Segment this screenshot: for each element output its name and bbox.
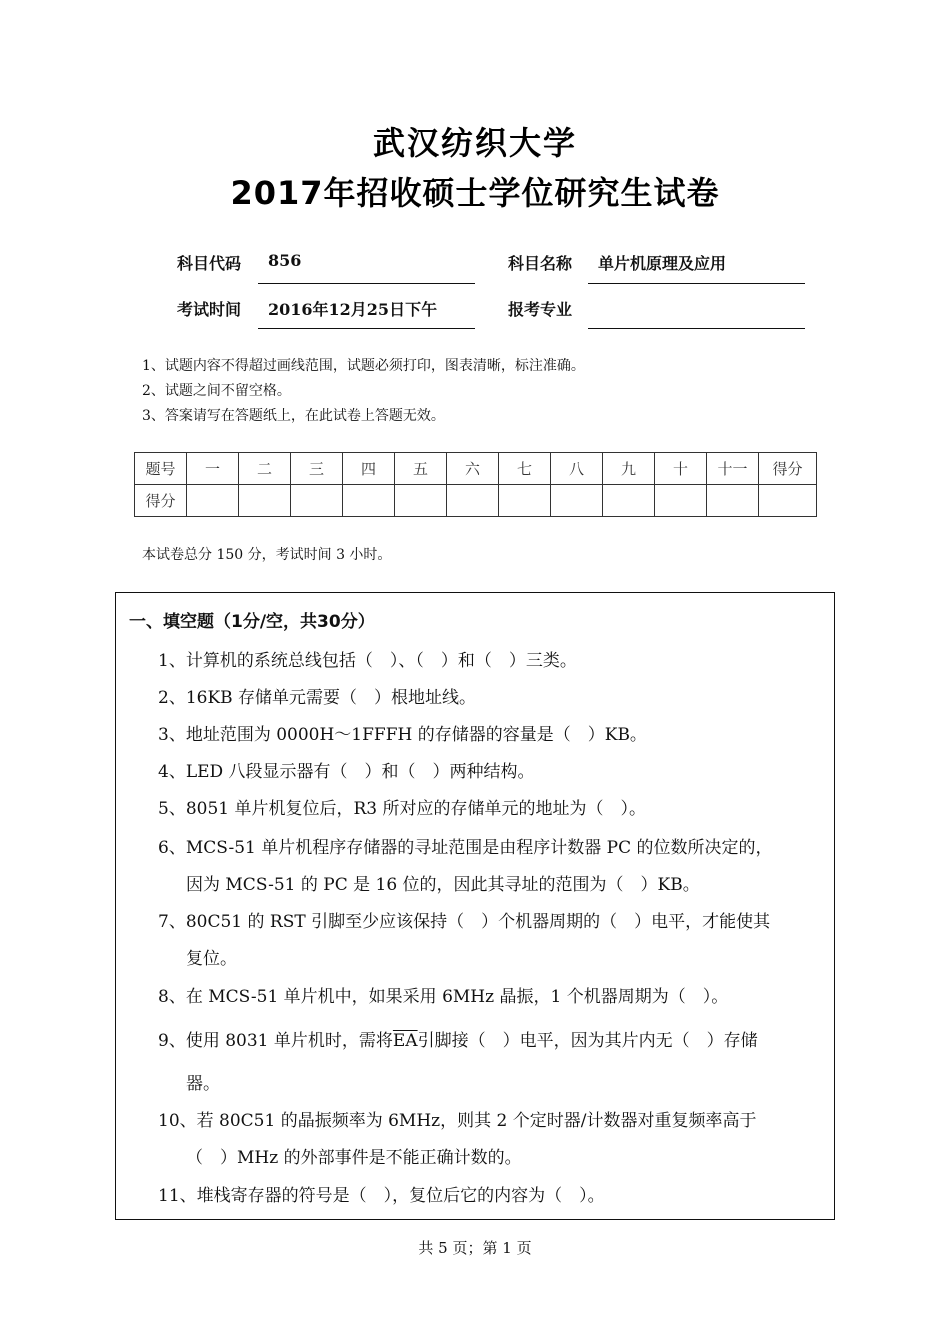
question-9-text-post: 引脚接（ ）电平，因为其片内无（ ）存储 bbox=[417, 1031, 758, 1051]
score-table bbox=[134, 452, 817, 517]
exam-time-label: 考试时间 bbox=[177, 300, 242, 319]
score-cell bbox=[187, 485, 239, 517]
score-cell bbox=[603, 485, 655, 517]
score-table-cell: 九 bbox=[603, 453, 655, 485]
question-6-line2: 因为 MCS-51 的 PC 是 16 位的，因此其寻址的范围为（ ）KB。 bbox=[186, 875, 700, 895]
score-table-cell: 三 bbox=[291, 453, 343, 485]
score-row-label: 得分 bbox=[135, 485, 187, 517]
subject-name-underline bbox=[588, 283, 805, 284]
score-cell bbox=[291, 485, 343, 517]
question-1: 1、计算机的系统总线包括（ ）、（ ）和（ ）三类。 bbox=[158, 651, 577, 671]
score-table-cell: 四 bbox=[343, 453, 395, 485]
question-9-text-pre: 9、使用 8031 单片机时，需将 bbox=[158, 1031, 393, 1051]
score-table-cell: 十 bbox=[655, 453, 707, 485]
score-cell bbox=[499, 485, 551, 517]
question-5: 5、8051 单片机复位后，R3 所对应的存储单元的地址为（ ）。 bbox=[158, 799, 647, 819]
question-10-line1: 10、若 80C51 的晶振频率为 6MHz，则其 2 个定时器/计数器对重复频率高于 bbox=[158, 1111, 757, 1131]
score-table-cell: 二 bbox=[239, 453, 291, 485]
question-7-line2: 复位。 bbox=[186, 949, 237, 969]
major-label: 报考专业 bbox=[508, 300, 573, 319]
question-7-line1: 7、80C51 的 RST 引脚至少应该保持（ ）个机器周期的（ ）电平，才能使其 bbox=[158, 912, 771, 932]
score-table-score-row bbox=[135, 485, 817, 517]
score-cell bbox=[707, 485, 759, 517]
subject-code-value: 856 bbox=[268, 251, 302, 270]
question-8: 8、在 MCS-51 单片机中，如果采用 6MHz 晶振，1 个机器周期为（ ）。 bbox=[158, 987, 729, 1007]
score-table-cell: 十一 bbox=[707, 453, 759, 485]
question-9-line2: 器。 bbox=[186, 1074, 220, 1094]
subject-code-underline bbox=[258, 283, 475, 284]
subject-code-label: 科目代码 bbox=[177, 254, 242, 273]
score-table-cell: 七 bbox=[499, 453, 551, 485]
exam-time-underline bbox=[258, 328, 475, 329]
score-table-header-row bbox=[135, 453, 817, 485]
exam-title: 2017年招收硕士学位研究生试卷 bbox=[230, 174, 720, 212]
question-6-line1: 6、MCS-51 单片机程序存储器的寻址范围是由程序计数器 PC 的位数所决定的， bbox=[158, 838, 773, 858]
total-score-note: 本试卷总分 150 分，考试时间 3 小时。 bbox=[142, 547, 392, 563]
score-table-cell: 得分 bbox=[759, 453, 817, 485]
ea-pin-label: $\overline{EA}$ bbox=[392, 1031, 418, 1051]
instructions bbox=[142, 354, 585, 429]
score-table-cell: 六 bbox=[447, 453, 499, 485]
question-3: 3、地址范围为 0000H～1FFFH 的存储器的容量是（ ）KB。 bbox=[158, 725, 647, 745]
question-11: 11、堆栈寄存器的符号是（ ），复位后它的内容为（ ）。 bbox=[158, 1186, 605, 1206]
question-4: 4、LED 八段显示器有（ ）和（ ）两种结构。 bbox=[158, 762, 535, 782]
university-title: 武汉纺织大学 bbox=[372, 124, 577, 162]
score-table-cell: 一 bbox=[187, 453, 239, 485]
score-cell bbox=[759, 485, 817, 517]
score-table-cell: 题号 bbox=[135, 453, 187, 485]
score-cell bbox=[655, 485, 707, 517]
score-cell bbox=[551, 485, 603, 517]
score-table-cell: 八 bbox=[551, 453, 603, 485]
question-9-line1 bbox=[158, 1026, 758, 1051]
score-table-cell: 五 bbox=[395, 453, 447, 485]
subject-name-label: 科目名称 bbox=[508, 254, 573, 273]
page-footer: 共 5 页；第 1 页 bbox=[418, 1239, 532, 1257]
score-cell bbox=[395, 485, 447, 517]
instruction-item: 2、试题之间不留空格。 bbox=[142, 383, 291, 399]
score-cell bbox=[447, 485, 499, 517]
instruction-item: 1、试题内容不得超过画线范围，试题必须打印，图表清晰，标注准确。 bbox=[142, 358, 585, 374]
exam-time-value: 2016年12月25日下午 bbox=[268, 300, 438, 319]
question-2: 2、16KB 存储单元需要（ ）根地址线。 bbox=[158, 688, 477, 708]
instruction-item: 3、答案请写在答题纸上，在此试卷上答题无效。 bbox=[142, 408, 445, 424]
question-10-line2: （ ）MHz 的外部事件是不能正确计数的。 bbox=[186, 1148, 522, 1168]
major-underline bbox=[588, 328, 805, 329]
question-box bbox=[115, 592, 835, 1220]
score-cell bbox=[239, 485, 291, 517]
section-title: 一、填空题（1分/空，共30分） bbox=[129, 612, 375, 632]
subject-name-value: 单片机原理及应用 bbox=[598, 254, 727, 273]
score-cell bbox=[343, 485, 395, 517]
